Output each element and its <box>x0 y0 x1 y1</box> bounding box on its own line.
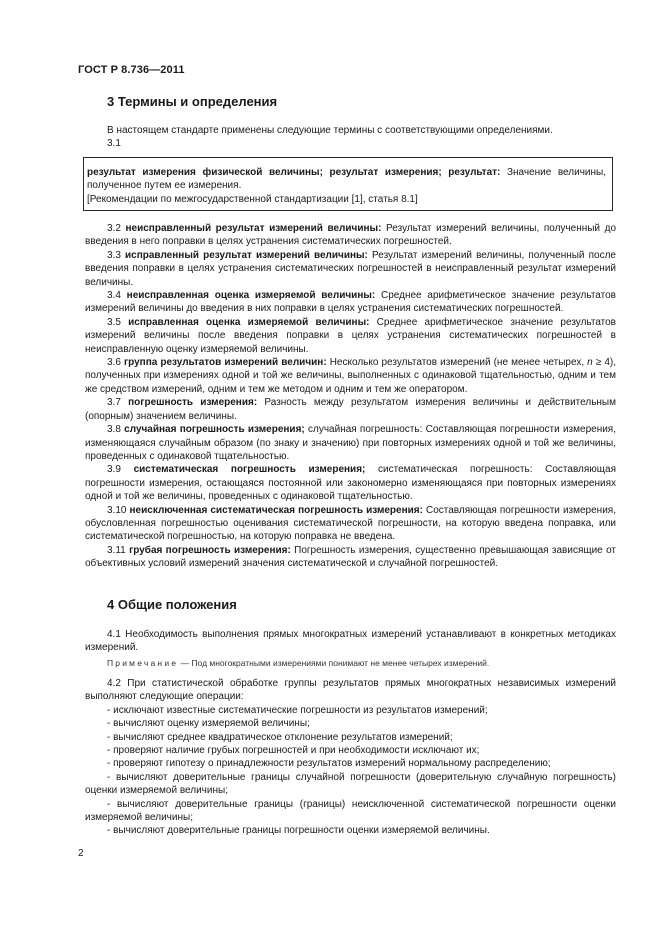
item-term: погрешность измерения: <box>128 397 258 409</box>
item-text: Разность между результатом измерения величины и действительным (опорным) значением величины. <box>85 397 616 422</box>
item-number: 3.5 <box>107 316 129 328</box>
item-term: неисправленный результат измерений величины: <box>125 223 382 234</box>
item-term: неисключенная систематическая погрешность измерения: <box>129 504 423 516</box>
document-code-header: ГОСТ Р 8.736—2011 <box>78 64 185 76</box>
item-term: неисправленная оценка измеряемой величины: <box>126 290 376 302</box>
item-number: 3.8 <box>107 424 125 436</box>
definition-3-1-text: Значение величины, полученное путем ее измерения. <box>87 167 606 192</box>
item-term: грубая погрешность измерения: <box>129 544 291 556</box>
item-text: Результат измерений величины, полученный до введения в него поправки в целях устранения систематических погрешностей. <box>85 223 616 248</box>
item-3-1-number: 3.1 <box>107 138 121 150</box>
list-item: - проверяют наличие грубых погрешностей и при необходимости исключают их; <box>107 745 480 757</box>
paragraph-4-2 <box>85 677 616 838</box>
item-3-7 <box>85 396 616 423</box>
item-text: случайная погрешность: Составляющая погрешности измерения, изменяющаяся случайным образом (по знаку и значению) при повторных измерениях одной и той же величины, проведенных с одинаковой тщательностью. <box>85 424 616 462</box>
item-number: 3.4 <box>107 290 127 302</box>
item-term: систематическая погрешность измерения; <box>133 464 366 476</box>
list-item: - вычисляют среднее квадратическое отклонение результатов измерений; <box>107 731 453 743</box>
intro-paragraph: В настоящем стандарте применены следующие термины с соответствующими определениями. <box>107 125 553 136</box>
section-3-title: 3 Термины и определения <box>107 94 278 109</box>
definition-box-3-1 <box>83 157 613 211</box>
list-item: - вычисляют оценку измеряемой величины; <box>107 718 310 730</box>
item-3-8 <box>85 423 616 463</box>
item-3-2 <box>85 222 616 249</box>
item-variable-n: n <box>587 357 593 369</box>
list-item: - проверяют гипотезу о принадлежности результатов измерений нормальному распределению; <box>107 758 551 770</box>
item-3-9 <box>85 463 616 503</box>
item-text: Среднее арифметическое значение результатов измерений величины после введения поправки в целях устранения систематических погрешностей в неисправленную оценку измеряемой величины. <box>85 316 616 355</box>
item-number: 3.2 <box>107 223 126 234</box>
list-item: - исключают известные систематические погрешности из результатов измерений; <box>107 704 488 716</box>
section-3-items <box>85 222 616 571</box>
item-3-11 <box>85 544 616 571</box>
item-term: случайная погрешность измерения; <box>124 424 305 436</box>
paragraph-4-1-text: 4.1 Необходимость выполнения прямых многократных измерений устанавливают в конкретных методиках измерений. <box>85 629 616 654</box>
definition-3-1-reference: [Рекомендации по межгосударственной стандартизации [1], статья 8.1] <box>87 193 418 205</box>
item-text: Среднее арифметическое значение результатов измерений величины до введения в них поправки в целях устранения систематических погрешностей. <box>85 290 616 315</box>
item-3-4 <box>85 289 616 316</box>
item-3-5 <box>85 316 616 356</box>
item-text: ≥ 4), полученных при измерениях одной и той же величины, выполненных с одинаковой тщательностью, одним и тем же средством измерений, одним и тем же методом и одним и тем же оператором. <box>85 357 616 395</box>
note-text: — Под многократными измерениями понимают не менее четырех измерений. <box>178 658 490 668</box>
item-number: 3.7 <box>107 397 129 409</box>
item-term: группа результатов измерений величин: <box>123 357 327 369</box>
item-text: систематическая погрешность: Составляющая погрешности измерения, остающаяся постоянной или закономерно изменяющаяся при повторных измерениях одной и той же величины, проведенных с одинаковой тщательностью. <box>85 464 616 503</box>
paragraph-4-2-text: 4.2 При статистической обработке группы результатов прямых многократных независимых измерений выполняют следующие операции: <box>85 678 616 703</box>
item-text: Составляющая погрешности измерения, обусловленная погрешностью оценивания систематической погрешности, на которую введена поправка, или систематической погрешностью, на которую поправка не введена. <box>85 504 616 543</box>
paragraph-4-1 <box>85 628 616 655</box>
note-label: Примечание <box>107 658 179 668</box>
note <box>107 658 489 668</box>
section-3-intro <box>85 124 616 151</box>
section-4-title: 4 Общие положения <box>107 597 237 612</box>
item-term: исправленный результат измерений величины: <box>125 249 368 261</box>
list-item: - вычисляют доверительные границы случайной погрешности (доверительную случайную погрешность) оценки измеряемой величины; <box>85 771 616 797</box>
item-number: 3.10 <box>107 504 130 516</box>
list-item: - вычисляют доверительные границы (границы) неисключенной систематической погрешности оценки измеряемой величины; <box>85 798 616 824</box>
item-number: 3.6 <box>107 357 124 369</box>
item-text: Несколько результатов измерений (не менее четырех, <box>326 357 588 369</box>
item-number: 3.3 <box>107 249 126 261</box>
list-item: - вычисляют доверительные границы погрешности оценки измеряемой величины. <box>107 825 490 837</box>
item-text: Погрешность измерения, существенно превышающая зависящие от объективных условий измерений значения систематической и случайной погрешностей. <box>85 544 617 570</box>
item-3-3 <box>85 249 616 289</box>
page-number: 2 <box>78 848 84 859</box>
item-number: 3.9 <box>107 464 134 476</box>
definition-3-1 <box>87 166 606 193</box>
item-3-6 <box>85 356 616 396</box>
item-text: Результат измерений величины, полученный после введения поправки в целях устранения систематических погрешностей в неисправленный результат измерений величины. <box>85 249 616 288</box>
item-term: исправленная оценка измеряемой величины: <box>128 316 370 328</box>
operations-list <box>85 704 616 838</box>
item-3-10 <box>85 504 616 544</box>
term-3-1: результат измерения физической величины; результат измерения; результат: <box>87 167 501 178</box>
item-number: 3.11 <box>107 544 130 556</box>
